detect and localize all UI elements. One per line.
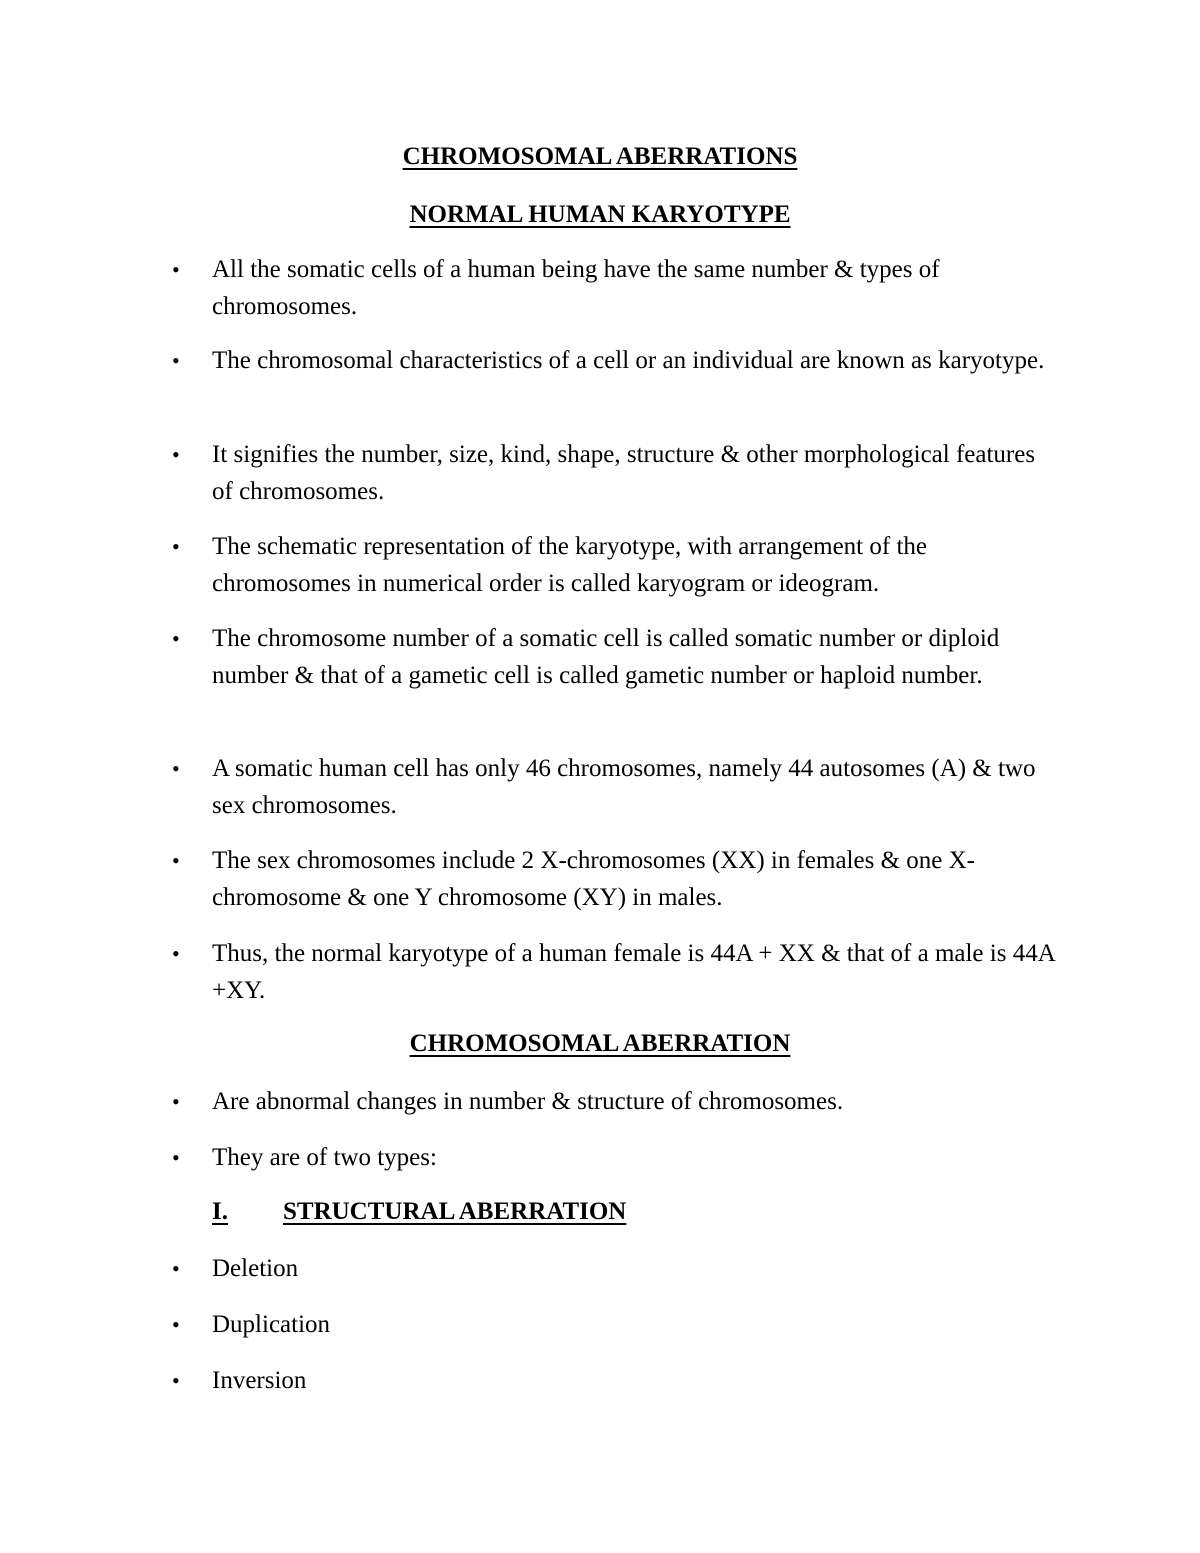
list-item bbox=[172, 1250, 1062, 1287]
list-item-text: Deletion bbox=[212, 1255, 299, 1282]
list-item bbox=[172, 935, 1062, 1009]
list-item-text: Are abnormal changes in number & structure of chromosomes. bbox=[212, 1088, 844, 1115]
bullet-icon: • bbox=[172, 1256, 180, 1281]
subsection-title: STRUCTURAL ABERRATION bbox=[283, 1198, 627, 1225]
list-item-text: Duplication bbox=[212, 1311, 331, 1338]
list-item bbox=[172, 528, 1062, 602]
list-item-text: The sex chromosomes include 2 X-chromosomes (XX) in females & one X-chromosome & one Y chromosome (XY) in males. bbox=[212, 847, 976, 911]
bullet-icon: • bbox=[172, 257, 180, 282]
list-item-text: Thus, the normal karyotype of a human female is 44A + XX & that of a male is 44A +XY. bbox=[212, 940, 1055, 1004]
list-item-text: Inversion bbox=[212, 1367, 307, 1394]
list-item-text: All the somatic cells of a human being have the same number & types of chromosomes. bbox=[212, 256, 940, 320]
list-item bbox=[172, 842, 1062, 916]
section-heading-chromosomal-aberration: CHROMOSOMAL ABERRATION bbox=[409, 1030, 791, 1057]
bullet-icon: • bbox=[172, 1089, 180, 1114]
bullet-icon: • bbox=[172, 848, 180, 873]
main-title: CHROMOSOMAL ABERRATIONS bbox=[402, 143, 798, 170]
list-item bbox=[172, 1306, 1062, 1343]
list-item bbox=[172, 1139, 1062, 1176]
list-item-text: The schematic representation of the karyotype, with arrangement of the chromosomes in numerical order is called karyogram or ideogram. bbox=[212, 533, 927, 597]
bullet-icon: • bbox=[172, 941, 180, 966]
bullet-icon: • bbox=[172, 1368, 180, 1393]
bullet-icon: • bbox=[172, 534, 180, 559]
list-item bbox=[172, 251, 1062, 325]
list-item-text: The chromosome number of a somatic cell is called somatic number or diploid number & that of a gametic cell is called gametic number or haploid number. bbox=[212, 625, 1000, 689]
bullet-icon: • bbox=[172, 756, 180, 781]
subsection-number: I. bbox=[212, 1198, 228, 1225]
list-item-text: They are of two types: bbox=[212, 1144, 437, 1171]
list-item bbox=[172, 342, 1062, 379]
bullet-icon: • bbox=[172, 442, 180, 467]
list-item-text: The chromosomal characteristics of a cell or an individual are known as karyotype. bbox=[212, 347, 1045, 374]
list-item bbox=[172, 1362, 1062, 1399]
list-item bbox=[172, 1083, 1062, 1120]
bullet-icon: • bbox=[172, 626, 180, 651]
list-item bbox=[172, 436, 1062, 510]
bullet-icon: • bbox=[172, 1145, 180, 1170]
list-item bbox=[172, 750, 1062, 824]
list-item bbox=[172, 620, 1062, 694]
bullet-icon: • bbox=[172, 348, 180, 373]
bullet-icon: • bbox=[172, 1312, 180, 1337]
list-item-text: A somatic human cell has only 46 chromosomes, namely 44 autosomes (A) & two sex chromosomes. bbox=[212, 755, 1036, 819]
list-item-text: It signifies the number, size, kind, shape, structure & other morphological features of chromosomes. bbox=[212, 441, 1036, 505]
section-heading-normal-karyotype: NORMAL HUMAN KARYOTYPE bbox=[409, 201, 791, 228]
